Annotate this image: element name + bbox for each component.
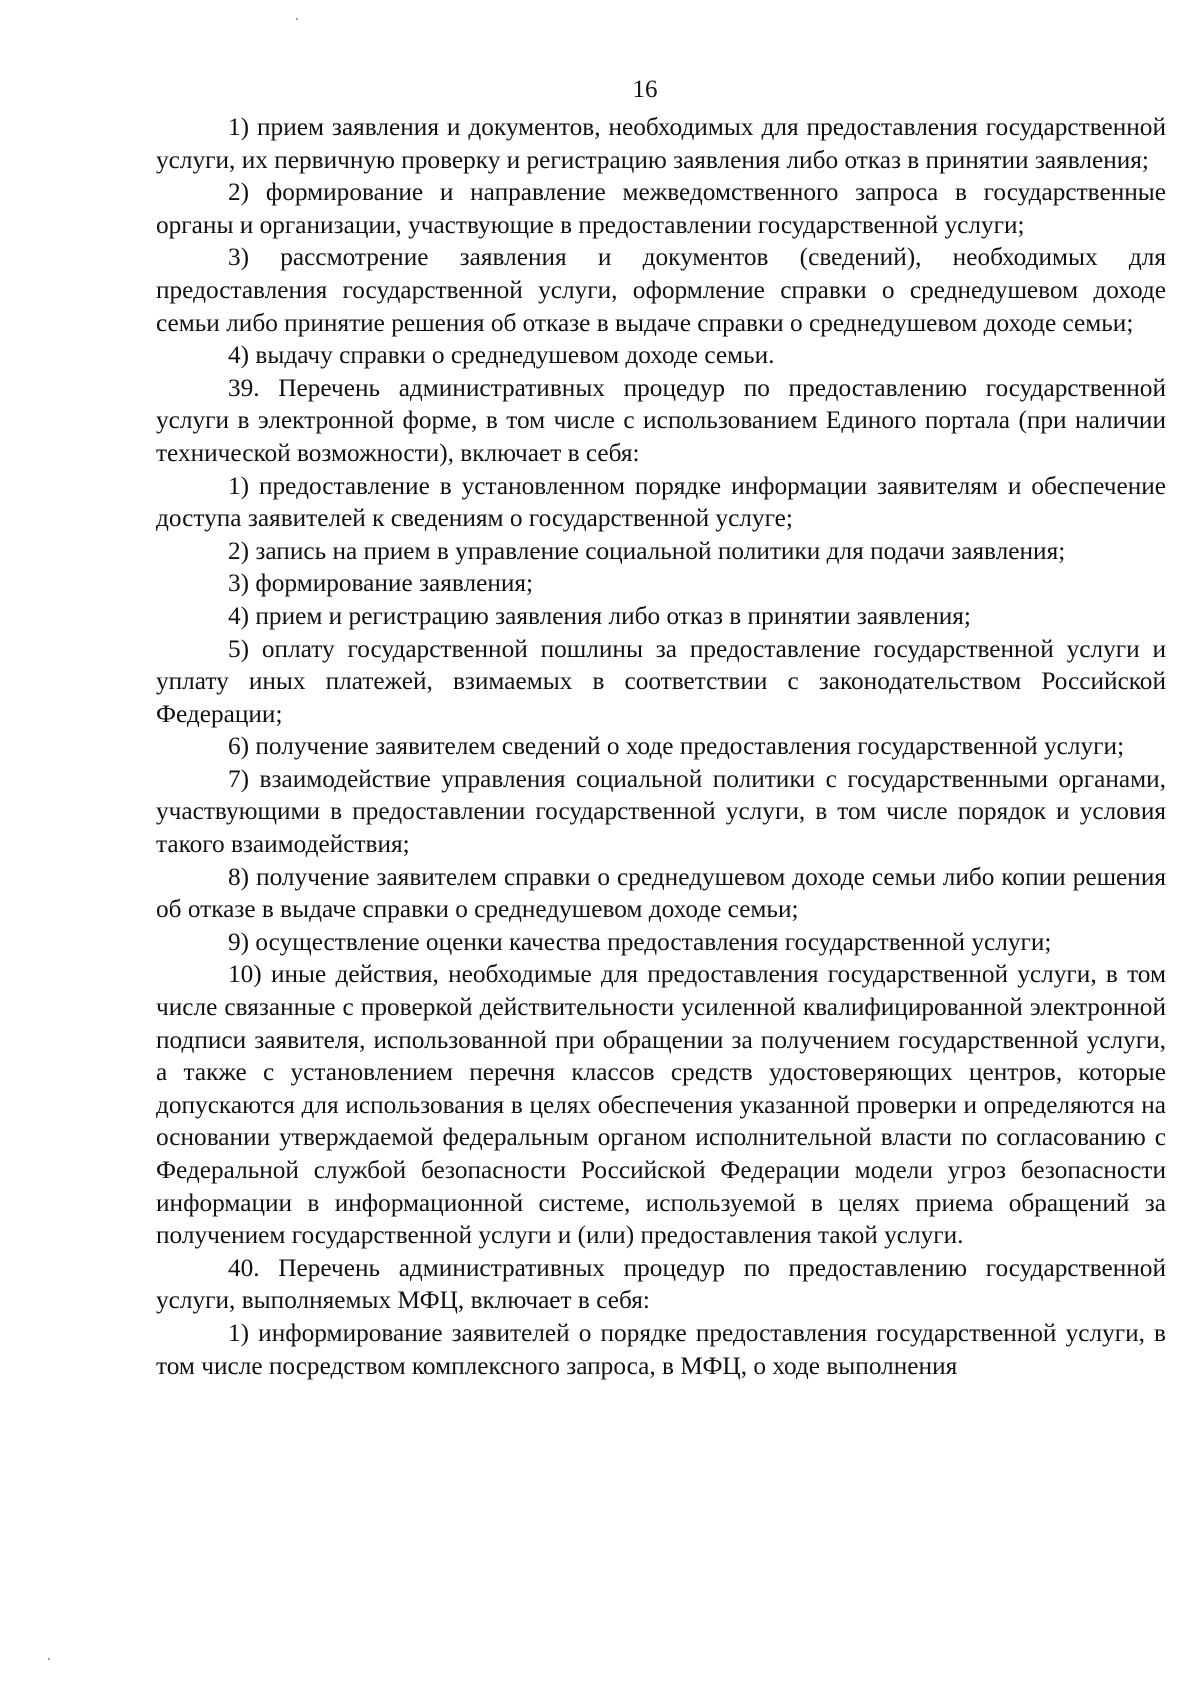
- paragraph-39-8: 8) получение заявителем справки о среднедушевом доходе семьи либо копии решения об отказе в выдаче справки о среднедушевом доходе семьи;: [156, 862, 1166, 924]
- paragraph-40: 40. Перечень административных процедур по предоставлению государственной услуги, выполняемых МФЦ, включает в себя:: [156, 1253, 1166, 1315]
- paragraph-39-6: 6) получение заявителем сведений о ходе предоставления государственной услуги;: [228, 732, 1125, 761]
- page-number: 16: [632, 76, 658, 103]
- scan-speck: [48, 1658, 50, 1660]
- paragraph-39-9: 9) осуществление оценки качества предоставления государственной услуги;: [228, 927, 1052, 956]
- paragraph-2: 2) формирование и направление межведомственного запроса в государственные органы и организации, участвующие в предоставлении государственной услуги;: [156, 178, 1166, 239]
- paragraph-40-1: 1) информирование заявителей о порядке предоставления государственной услуги, в том числе посредством комплексного запроса, в МФЦ, о ходе выполнения: [156, 1318, 1166, 1380]
- paragraph-39-2: 2) запись на прием в управление социальной политики для подачи заявления;: [228, 536, 1066, 565]
- document-body: [156, 111, 1166, 1382]
- paragraph-39-3: 3) формирование заявления;: [228, 569, 534, 598]
- paragraph-4: 4) выдачу справки о среднедушевом доходе семьи.: [228, 341, 775, 370]
- scan-speck: [296, 18, 298, 20]
- paragraph-1: 1) прием заявления и документов, необходимых для предоставления государственной услуги, их первичную проверку и регистрацию заявления либо отказ в принятии заявления;: [156, 113, 1166, 174]
- paragraph-39: 39. Перечень административных процедур по предоставлению государственной услуги в электронной форме, в том числе с использованием Единого портала (при наличии технической возможности), включает в себя:: [156, 373, 1166, 467]
- paragraph-39-5: 5) оплату государственной пошлины за предоставление государственной услуги и уплату иных платежей, взимаемых в соответствии с законодательством Российской Федерации;: [156, 634, 1166, 728]
- paragraph-39-7: 7) взаимодействие управления социальной политики с государственными органами, участвующими в предоставлении государственной услуги, в том числе порядок и условия такого взаимодействия;: [156, 764, 1166, 859]
- paragraph-39-4: 4) прием и регистрацию заявления либо отказ в принятии заявления;: [228, 601, 971, 630]
- paragraph-39-1: 1) предоставление в установленном порядке информации заявителям и обеспечение доступа заявителей к сведениям о государственной услуге;: [156, 471, 1166, 533]
- paragraph-39-10: 10) иные действия, необходимые для предоставления государственной услуги, в том числе связанные с проверкой действительности усиленной квалифицированной электронной подписи заявителя, использованной при обращении за получением государственной услуги, а также с установлением перечня классов средств удостоверяющих центров, которые допускаются для использования в целях обеспечения указанной проверки и определяются на основании утверждаемой федеральным органом исполнительной власти по согласованию с Федеральной службой безопасности Российской Федерации модели угроз безопасности информации в информационной системе, используемой в целях приема обращений за получением государственной услуги и (или) предоставления такой услуги.: [156, 960, 1166, 1250]
- paragraph-3: 3) рассмотрение заявления и документов (сведений), необходимых для предоставления государственной услуги, оформление справки о среднедушевом доходе семьи либо принятие решения об отказе в выдаче справки о среднедушевом доходе семьи;: [156, 243, 1166, 337]
